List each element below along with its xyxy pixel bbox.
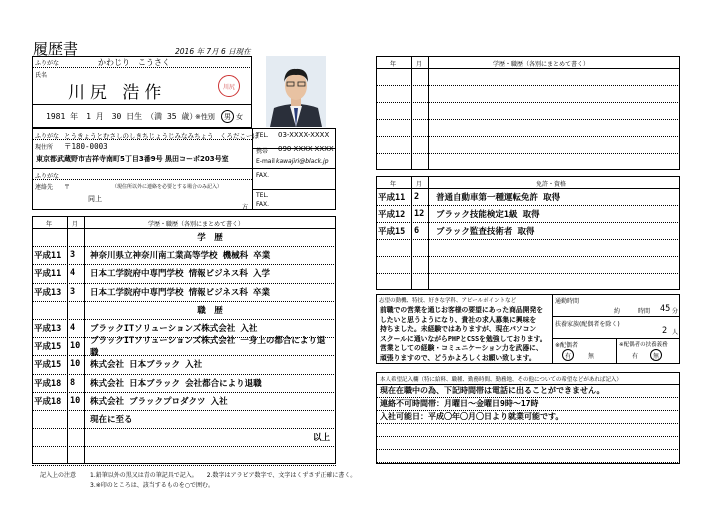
contact-note: （現住所以外に連絡を必要とする場合のみ記入） (112, 184, 223, 190)
right-row-divider (376, 136, 680, 137)
spouse-yes: 有 (564, 352, 571, 360)
history-row-month (70, 428, 84, 446)
spouse-yes-circle (562, 349, 574, 361)
right-row-divider (376, 85, 680, 86)
notes-line2: 3.※印のところは、該当するものを○で囲む。 (90, 482, 214, 489)
right-col-year: 年 (390, 61, 397, 68)
history-col-year: 年 (46, 221, 53, 228)
history-row-text: ブラックITソリューションズ株式会社 一身上の都合により退職 (90, 336, 326, 359)
name-value: 川尻 浩作 (68, 83, 167, 103)
commute-label: 通勤時間 (555, 298, 580, 305)
history-row-year: 平成13 (34, 324, 62, 334)
contact-label: 連絡先 (35, 184, 54, 191)
commute-minutes: 45 (660, 304, 671, 314)
right-col-month: 月 (416, 61, 423, 68)
license-row-divider (376, 273, 680, 274)
history-row-month (70, 446, 84, 464)
history-row-text: 現在に至る (90, 415, 133, 425)
history-row-month: 10 (70, 395, 81, 406)
license-row-month: 12 (414, 208, 425, 219)
seal-text: 川尻 (222, 83, 235, 91)
history-row-month: 3 (70, 250, 76, 261)
support-no-circle (650, 349, 662, 361)
motivation-label: 志望の動機、特技、好きな学科、アピールポイントなど (379, 298, 517, 304)
history-row-text: 日本工学院府中専門学校 情報ビジネス科 入学 (90, 269, 270, 280)
gender-female: 女 (236, 113, 243, 121)
license-col-detail: 免許・資格 (536, 181, 567, 188)
history-row-month (70, 465, 84, 483)
right-row-divider (376, 119, 680, 120)
page-title: 履歴書 (33, 40, 79, 58)
tel-label: TEL. (256, 132, 269, 139)
contact-suffix: 方 (242, 204, 249, 211)
gender-label: ※性別 (195, 113, 215, 121)
history-row-text: 株式会社 日本ブラック 会社都合により退職 (90, 378, 262, 389)
contact-furigana-label: ふりがな (35, 173, 60, 180)
motivation-line: 持ちました。未経験ではありますが、現在パソコン (380, 325, 537, 334)
history-row-text: 神奈川県立神奈川南工業高等学校 機械科 卒業 (90, 251, 271, 262)
history-row-year (34, 465, 67, 483)
license-row-month: 2 (414, 191, 420, 202)
notes-line1: 1.鉛筆以外の黒又は青の筆記具で記入。 2.数字はアラビア数字で、文字はくずさず正確に書く。 (90, 472, 357, 479)
dependents-unit: 人 (672, 329, 679, 336)
history-row-year (34, 301, 67, 319)
wishes-line: 入社可能日：平成〇年〇月〇日より就業可能です。 (380, 412, 564, 421)
history-row-text: 職 歴 (197, 305, 223, 316)
address-furigana-label: ふりがな (35, 133, 60, 140)
license-row-text: ブラック技能検定1級 取得 (436, 209, 540, 220)
license-row-divider (376, 239, 680, 240)
wishes-row-divider (376, 423, 680, 424)
furigana-value: かわじり こうさく (98, 58, 170, 67)
date-line: 2016 年 7月 6 日現在 (175, 47, 251, 56)
contact-postal: 〒 (64, 184, 71, 191)
license-col-month: 月 (416, 181, 423, 188)
license-col-year: 年 (390, 181, 397, 188)
history-row-year (34, 410, 67, 428)
history-col-month: 月 (72, 221, 79, 228)
wishes-row-divider (376, 449, 680, 450)
dependents-value: 2 (662, 326, 668, 336)
license-row-divider (376, 256, 680, 257)
history-row-text: 日本工学院府中専門学校 情報ビジネス科 卒業 (90, 287, 270, 298)
history-row-month: 10 (70, 359, 81, 370)
address-furigana: とうきょうとむさしのしきちじょうじみなみちょう くろだこーぽ (64, 132, 259, 140)
commute-hours-unit: 時間 (638, 308, 651, 315)
history-row-year: 平成13 (34, 287, 62, 298)
commute-minutes-unit: 分 (672, 308, 679, 315)
tel-value: 03-XXXX-XXXX (278, 131, 330, 139)
license-row-year: 平成11 (378, 192, 406, 203)
wishes-row-divider (376, 462, 680, 463)
spouse-no: 無 (588, 353, 595, 360)
mobile-label: 携帯 (256, 148, 269, 155)
history-row-month: 8 (70, 377, 76, 388)
history-row-year (34, 446, 67, 464)
address-postal: 〒180-0003 (64, 142, 108, 151)
history-row-month: 4 (70, 323, 76, 333)
name-label: 氏名 (35, 72, 48, 79)
spouse-label: ※配偶者 (555, 342, 579, 349)
address-text: 東京都武蔵野市吉祥寺南町5丁目3番9号 黒田コーポ203号室 (36, 155, 229, 163)
motivation-line: 営業としての経験・コミュニケーション力を武器に、 (380, 344, 543, 353)
notes-label: 記入上の注意 (40, 472, 77, 479)
furigana-label: ふりがな (35, 60, 60, 67)
support-yes: 有 (632, 353, 639, 360)
right-row-divider (376, 153, 680, 154)
photo (266, 56, 326, 127)
license-row-year: 平成15 (378, 226, 406, 237)
history-row-month: 4 (70, 268, 76, 279)
history-row-year: 平成18 (34, 378, 62, 389)
license-row-year: 平成12 (378, 209, 406, 220)
history-row-year: 平成11 (34, 269, 62, 280)
support-label: ※配偶者の扶養義務 (619, 342, 668, 348)
license-row-text: ブラック監査技術者 取得 (436, 226, 535, 237)
fax-label: FAX. (256, 172, 270, 179)
birth-date: 1981 年 1 月 30 日生 （満 35 歳） (46, 112, 198, 121)
gender-male-circle (221, 110, 234, 123)
history-row-month: 3 (70, 286, 76, 297)
dependents-label: 扶養家族(配偶者を除く) (555, 321, 620, 328)
wishes-line: 連絡不可時間帯：月曜日～金曜日9時～17時 (380, 399, 539, 408)
history-row-month (70, 410, 84, 428)
history-row-month (70, 228, 84, 246)
license-row-text: 普通自動車第一種運転免許 取得 (436, 192, 561, 203)
history-row-text: 以上 (312, 433, 330, 444)
email-label: E-mail (256, 158, 275, 165)
history-row-text: 株式会社 日本ブラック 入社 (90, 360, 203, 371)
history-row-year (34, 428, 67, 446)
contact-value: 同上 (88, 195, 102, 203)
history-row-text: 学 歴 (197, 233, 223, 243)
license-row-month: 6 (414, 225, 420, 236)
support-no: 無 (652, 352, 659, 360)
history-row-year: 平成11 (34, 251, 62, 262)
right-col-detail: 学歴・職歴（各別にまとめて書く） (493, 61, 590, 68)
contact-fax-label: FAX. (256, 201, 270, 208)
address-label: 現住所 (35, 144, 54, 151)
email-value: kawajiri@black.jp (276, 158, 329, 165)
history-row-text: ブラックITソリューションズ株式会社 入社 (90, 324, 258, 334)
wishes-label: 本人希望記入欄（特に給料、職種、勤務時間、勤務地、その他についての希望などがあれば記入） (380, 377, 622, 383)
history-row-text (90, 465, 330, 483)
history-row-month: 10 (70, 341, 81, 352)
motivation-line: 頑張りますので、どうかよろしくお願い致します。 (380, 354, 536, 362)
history-row-year: 平成15 (34, 360, 62, 371)
gender-male: 男 (224, 112, 231, 121)
history-row-year: 平成15 (34, 342, 62, 353)
history-row-text (90, 446, 330, 464)
history-row-text: 株式会社 ブラックプロダクツ 入社 (90, 396, 228, 407)
motivation-line: したいと思うようになり、貴社の求人募集に興味を (380, 315, 537, 324)
commute-prefix: 約 (614, 308, 621, 315)
wishes-row-divider (376, 436, 680, 437)
history-row-year: 平成18 (34, 396, 62, 407)
motivation-line: 前職での営業を通じお客様の要望にあった商品開発を (380, 306, 544, 314)
mobile-value: 090-XXXX-XXXX (278, 145, 334, 153)
wishes-line: 現在在職中の為、下記時間帯は電話に出ることができません。 (380, 386, 605, 395)
contact-tel-label: TEL. (256, 192, 269, 199)
motivation-line: スクールに通いながらPHPとCSSを勉強しております。 (380, 334, 547, 343)
right-row-divider (376, 102, 680, 103)
history-row-month (70, 301, 84, 319)
seal-stamp (218, 75, 240, 97)
history-row-year (34, 228, 67, 246)
history-col-detail: 学歴・職歴（各別にまとめて書く） (148, 221, 245, 228)
